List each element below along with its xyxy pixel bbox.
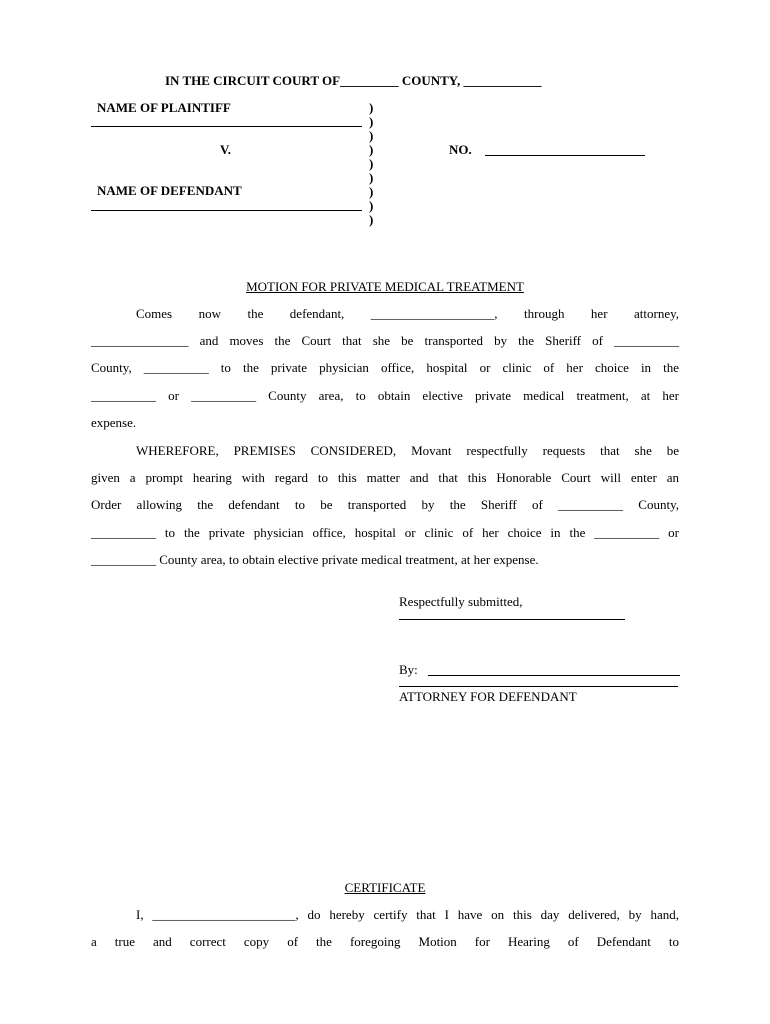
plaintiff-label: NAME OF PLAINTIFF bbox=[97, 100, 231, 115]
paren: ) bbox=[369, 156, 374, 171]
paren: ) bbox=[369, 142, 374, 157]
respectfully-submitted: Respectfully submitted, bbox=[399, 594, 523, 609]
paren: ) bbox=[369, 170, 374, 185]
paragraph-line: Order allowing the defendant to be transported by the Sheriff of __________ County, bbox=[91, 497, 679, 513]
paragraph-line: a true and correct copy of the foregoing Motion for Hearing of Defendant to bbox=[91, 934, 679, 950]
paren: ) bbox=[369, 114, 374, 129]
motion-paragraph-1 bbox=[91, 300, 679, 436]
paragraph-line: __________ or __________ County area, to obtain elective private medical treatment, at her bbox=[91, 387, 679, 403]
certificate-title: CERTIFICATE bbox=[344, 880, 426, 895]
paragraph-line: __________ County area, to obtain elective private medical treatment, at her expense. bbox=[91, 551, 539, 567]
paragraph-line: given a prompt hearing with regard to this matter and that this Honorable Court will enter an bbox=[91, 470, 679, 486]
court-heading: IN THE CIRCUIT COURT OF_________ COUNTY, ____________ bbox=[165, 73, 542, 88]
paren: ) bbox=[369, 212, 374, 227]
case-number-label: NO. bbox=[449, 142, 472, 157]
motion-paragraph-2 bbox=[91, 437, 679, 573]
defendant-label: NAME OF DEFENDANT bbox=[97, 183, 242, 198]
by-signature-line[interactable] bbox=[428, 675, 680, 676]
case-number-line[interactable] bbox=[485, 155, 645, 156]
attorney-name-line[interactable] bbox=[399, 686, 678, 687]
motion-title: MOTION FOR PRIVATE MEDICAL TREATMENT bbox=[246, 279, 524, 294]
attorney-for-defendant-label: ATTORNEY FOR DEFENDANT bbox=[399, 689, 577, 704]
paragraph-line: _______________ and moves the Court that she be transported by the Sheriff of __________ bbox=[91, 333, 679, 349]
certificate-paragraph bbox=[91, 901, 679, 955]
paragraph-line: expense. bbox=[91, 414, 137, 430]
plaintiff-name-line[interactable] bbox=[91, 126, 362, 127]
paragraph-line: I, ______________________, do hereby certify that I have on this day delivered, by hand, bbox=[136, 907, 679, 922]
paren: ) bbox=[369, 128, 374, 143]
defendant-name-line[interactable] bbox=[91, 210, 362, 211]
paragraph-line: Comes now the defendant, ___________________, through her attorney, bbox=[136, 306, 679, 321]
paren: ) bbox=[369, 184, 374, 199]
paragraph-line: WHEREFORE, PREMISES CONSIDERED, Movant respectfully requests that she be bbox=[136, 443, 679, 458]
paragraph-line: County, __________ to the private physician office, hospital or clinic of her choice in the bbox=[91, 360, 679, 376]
signature-line[interactable] bbox=[399, 619, 625, 620]
paren: ) bbox=[369, 198, 374, 213]
caption-paren-column bbox=[369, 101, 379, 227]
paren: ) bbox=[369, 100, 374, 115]
versus-label: V. bbox=[220, 142, 231, 157]
paragraph-line: __________ to the private physician office, hospital or clinic of her choice in the __________ or bbox=[91, 524, 679, 540]
by-label: By: bbox=[399, 662, 418, 677]
